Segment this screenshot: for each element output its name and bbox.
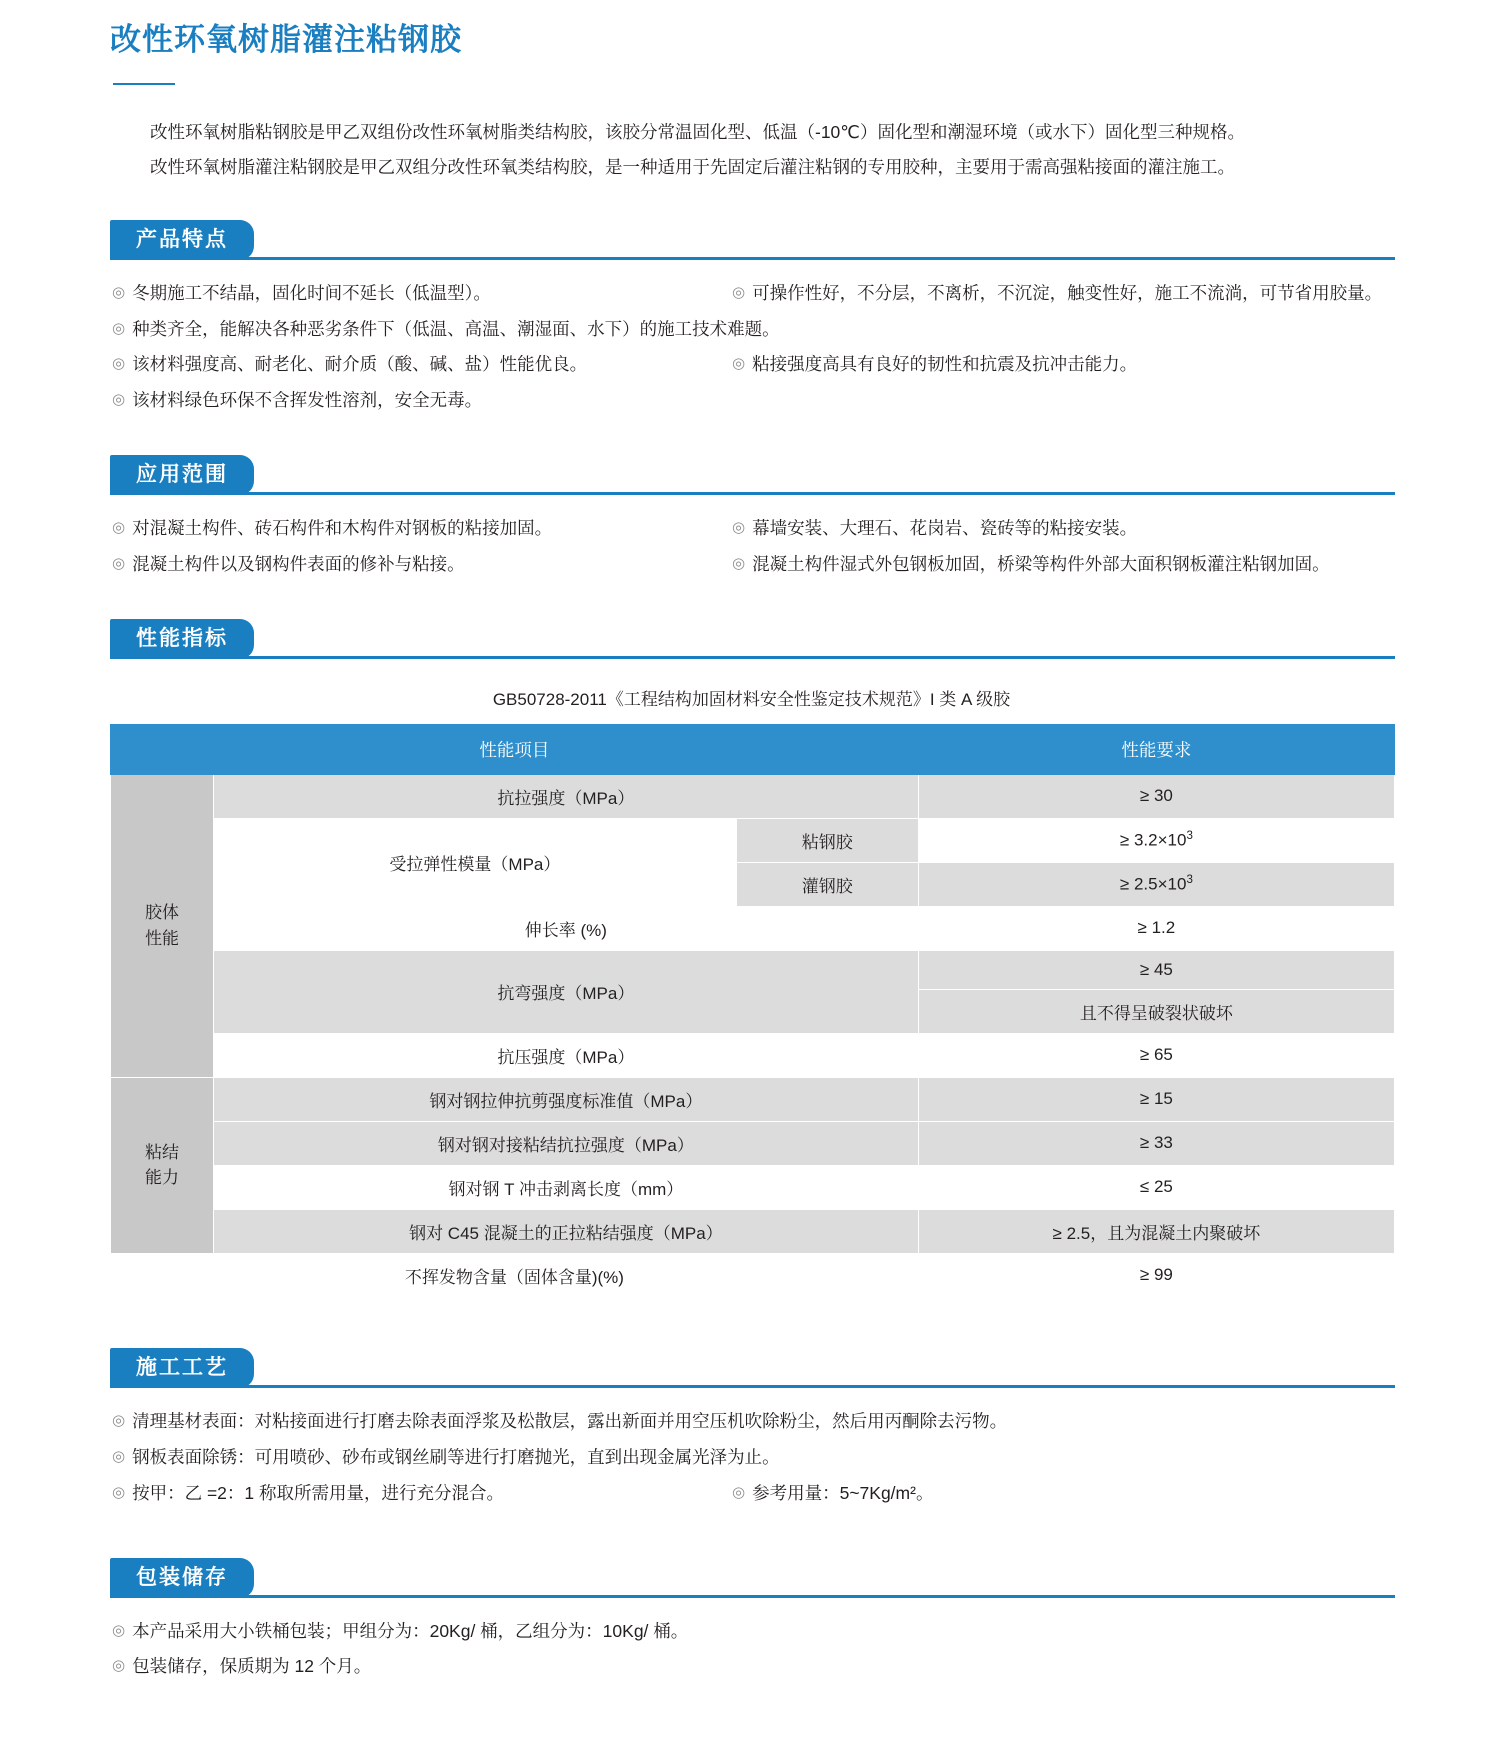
value-cell: ≤ 25 xyxy=(918,1165,1394,1209)
group-label-line2: 能力 xyxy=(145,1168,179,1188)
table-row xyxy=(111,818,1395,862)
table-row xyxy=(111,906,1395,950)
bullet-icon: ◎ xyxy=(732,519,746,537)
application-list xyxy=(0,511,1503,583)
bullet-cell xyxy=(112,1404,1393,1440)
bullet-text: 按甲：乙 =2：1 称取所需用量，进行充分混合。 xyxy=(132,1482,505,1503)
value-cell: ≥ 2.5，且为混凝土内聚破坏 xyxy=(918,1209,1394,1253)
bullet-cell xyxy=(112,276,732,312)
bullet-icon: ◎ xyxy=(112,1621,126,1639)
title-block xyxy=(0,0,1503,85)
value-cell: ≥ 30 xyxy=(918,774,1394,818)
bullet-cell xyxy=(112,1614,1393,1650)
list-item xyxy=(112,312,1393,348)
bullet-cell xyxy=(732,547,1393,583)
value-cell: ≥ 33 xyxy=(918,1121,1394,1165)
bullet-cell xyxy=(732,511,1393,547)
title-divider xyxy=(113,83,175,85)
bullet-text: 种类齐全，能解决各种恶劣条件下（低温、高温、潮湿面、水下）的施工技术难题。 xyxy=(132,318,780,339)
table-row xyxy=(111,1209,1395,1253)
value-cell: ≥ $3.2\times 10^3$ xyxy=(918,818,1394,862)
table-row xyxy=(111,1033,1395,1077)
bullet-cell xyxy=(112,383,1393,419)
bullet-cell xyxy=(112,312,1393,348)
section-underline xyxy=(110,1385,1395,1388)
list-item xyxy=(112,1476,1393,1512)
intro-paragraph-1: 改性环氧树脂粘钢胶是甲乙双组份改性环氧树脂类结构胶，该胶分常温固化型、低温（-10℃）固化型和潮湿环境（或水下）固化型三种规格。 xyxy=(150,122,1245,143)
bullet-cell xyxy=(112,347,732,383)
bullet-cell xyxy=(112,547,732,583)
bullet-text: 该材料绿色环保不含挥发性溶剂，安全无毒。 xyxy=(132,390,483,411)
bullet-text: 幕墙安装、大理石、花岗岩、瓷砖等的粘接安装。 xyxy=(752,518,1138,539)
table-row xyxy=(111,774,1395,818)
column-header-item: 性能项目 xyxy=(111,724,919,774)
table-row xyxy=(111,950,1395,989)
table-row xyxy=(111,1253,1395,1297)
group-label-line2: 性能 xyxy=(145,928,179,948)
spec-table-caption: GB50728-2011《工程结构加固材料安全性鉴定技术规范》I 类 A 级胶 xyxy=(492,689,1011,709)
section-header-process xyxy=(110,1348,1395,1388)
value-cell: 且不得呈破裂状破坏 xyxy=(918,989,1394,1033)
section-underline xyxy=(110,257,1395,260)
bullet-icon: ◎ xyxy=(112,1447,126,1465)
column-header-value: 性能要求 xyxy=(918,724,1394,774)
bullet-text: 粘接强度高具有良好的韧性和抗震及抗冲击能力。 xyxy=(752,354,1138,375)
bullet-icon: ◎ xyxy=(112,283,126,301)
bullet-cell xyxy=(732,347,1393,383)
group-label-bonding xyxy=(111,1077,214,1253)
group-label-line1: 胶体 xyxy=(145,903,179,923)
intro-paragraph-2: 改性环氧树脂灌注粘钢胶是甲乙双组分改性环氧类结构胶，是一种适用于先固定后灌注粘钢的专用胶种，主要用于需高强粘接面的灌注施工。 xyxy=(150,156,1235,177)
list-item xyxy=(112,276,1393,312)
item-cell: 钢对 C45 混凝土的正拉粘结强度（MPa） xyxy=(214,1209,919,1253)
list-item xyxy=(112,1649,1393,1685)
table-row xyxy=(111,1121,1395,1165)
list-item xyxy=(112,1440,1393,1476)
bullet-cell xyxy=(112,511,732,547)
item-cell: 钢对钢 T 冲击剥离长度（mm） xyxy=(214,1165,919,1209)
bullet-icon: ◎ xyxy=(112,1657,126,1675)
value-cell: ≥ 65 xyxy=(918,1033,1394,1077)
sub-item-cell: 灌钢胶 xyxy=(736,862,918,906)
group-label-line1: 粘结 xyxy=(145,1142,179,1162)
item-cell: 抗弯强度（MPa） xyxy=(214,950,919,1033)
item-cell: 抗拉强度（MPa） xyxy=(214,774,919,818)
bullet-text: 清理基材表面：对粘接面进行打磨去除表面浮浆及松散层，露出新面并用空压机吹除粉尘，然后用丙酮除去污物。 xyxy=(132,1410,1008,1431)
group-label-adhesive xyxy=(111,774,214,1077)
bullet-text: 本产品采用大小铁桶包装；甲组分为：20Kg/ 桶，乙组分为：10Kg/ 桶。 xyxy=(132,1620,689,1641)
bullet-cell xyxy=(732,1476,1393,1512)
table-header-row xyxy=(111,724,1395,774)
bullet-text: 对混凝土构件、砖石构件和木构件对钢板的粘接加固。 xyxy=(132,518,553,539)
item-cell: 钢对钢拉伸抗剪强度标准值（MPa） xyxy=(214,1077,919,1121)
section-title-process: 施工工艺 xyxy=(110,1348,254,1388)
bullet-icon: ◎ xyxy=(112,319,126,337)
list-item xyxy=(112,547,1393,583)
intro-text xyxy=(0,115,1503,183)
performance-table xyxy=(110,724,1395,1298)
bullet-icon: ◎ xyxy=(732,283,746,301)
bullet-text: 钢板表面除锈：可用喷砂、砂布或钢丝刷等进行打磨抛光，直到出现金属光泽为止。 xyxy=(132,1446,780,1467)
bullet-text: 可操作性好，不分层，不离析，不沉淀，触变性好，施工不流淌，可节省用胶量。 xyxy=(752,282,1383,303)
page-bottom-spacer xyxy=(0,1685,1503,1711)
packaging-list xyxy=(0,1614,1503,1686)
section-title-performance: 性能指标 xyxy=(110,619,254,659)
section-underline xyxy=(110,656,1395,659)
bullet-text: 该材料强度高、耐老化、耐介质（酸、碱、盐）性能优良。 xyxy=(132,354,588,375)
section-header-performance xyxy=(110,619,1395,659)
features-list xyxy=(0,276,1503,420)
item-cell: 钢对钢对接粘结抗拉强度（MPa） xyxy=(214,1121,919,1165)
bullet-icon: ◎ xyxy=(112,1411,126,1429)
list-item xyxy=(112,383,1393,419)
bullet-icon: ◎ xyxy=(112,391,126,409)
bullet-text: 参考用量：5~7Kg/m²。 xyxy=(752,1482,934,1503)
value-cell: ≥ 45 xyxy=(918,950,1394,989)
item-cell: 抗压强度（MPa） xyxy=(214,1033,919,1077)
section-header-features xyxy=(110,220,1395,260)
value-cell: ≥ 99 xyxy=(918,1253,1394,1297)
bullet-cell xyxy=(112,1476,732,1512)
section-title-features: 产品特点 xyxy=(110,220,254,260)
process-list xyxy=(0,1404,1503,1512)
item-cell: 受拉弹性模量（MPa） xyxy=(214,818,737,906)
bullet-icon: ◎ xyxy=(112,1483,126,1501)
page-title: 改性环氧树脂灌注粘钢胶 xyxy=(110,22,462,57)
value-cell: ≥ 15 xyxy=(918,1077,1394,1121)
value-cell: ≥ $2.5\times 10^3$ xyxy=(918,862,1394,906)
item-cell: 不挥发物含量（固体含量)(%) xyxy=(111,1253,919,1297)
value-cell: ≥ 1.2 xyxy=(918,906,1394,950)
bullet-cell xyxy=(112,1649,1393,1685)
list-item xyxy=(112,1404,1393,1440)
bullet-text: 混凝土构件以及钢构件表面的修补与粘接。 xyxy=(132,554,465,575)
list-item xyxy=(112,347,1393,383)
table-row xyxy=(111,1077,1395,1121)
bullet-icon: ◎ xyxy=(732,1483,746,1501)
bullet-text: 冬期施工不结晶，固化时间不延长（低温型）。 xyxy=(132,282,491,303)
bullet-icon: ◎ xyxy=(112,555,126,573)
table-row xyxy=(111,1165,1395,1209)
bullet-text: 混凝土构件湿式外包钢板加固，桥梁等构件外部大面积钢板灌注粘钢加固。 xyxy=(752,554,1330,575)
section-header-application xyxy=(110,455,1395,495)
bullet-icon: ◎ xyxy=(732,555,746,573)
item-cell: 伸长率 (%) xyxy=(214,906,919,950)
list-item xyxy=(112,511,1393,547)
section-header-packaging xyxy=(110,1558,1395,1598)
bullet-cell xyxy=(112,1440,1393,1476)
bullet-icon: ◎ xyxy=(112,355,126,373)
list-item xyxy=(112,1614,1393,1650)
section-title-packaging: 包装储存 xyxy=(110,1558,254,1598)
section-underline xyxy=(110,492,1395,495)
bullet-text: 包装储存，保质期为 12 个月。 xyxy=(132,1656,372,1677)
sub-item-cell: 粘钢胶 xyxy=(736,818,918,862)
bullet-icon: ◎ xyxy=(112,519,126,537)
section-title-application: 应用范围 xyxy=(110,455,254,495)
section-underline xyxy=(110,1595,1395,1598)
bullet-cell xyxy=(732,276,1393,312)
bullet-icon: ◎ xyxy=(732,355,746,373)
